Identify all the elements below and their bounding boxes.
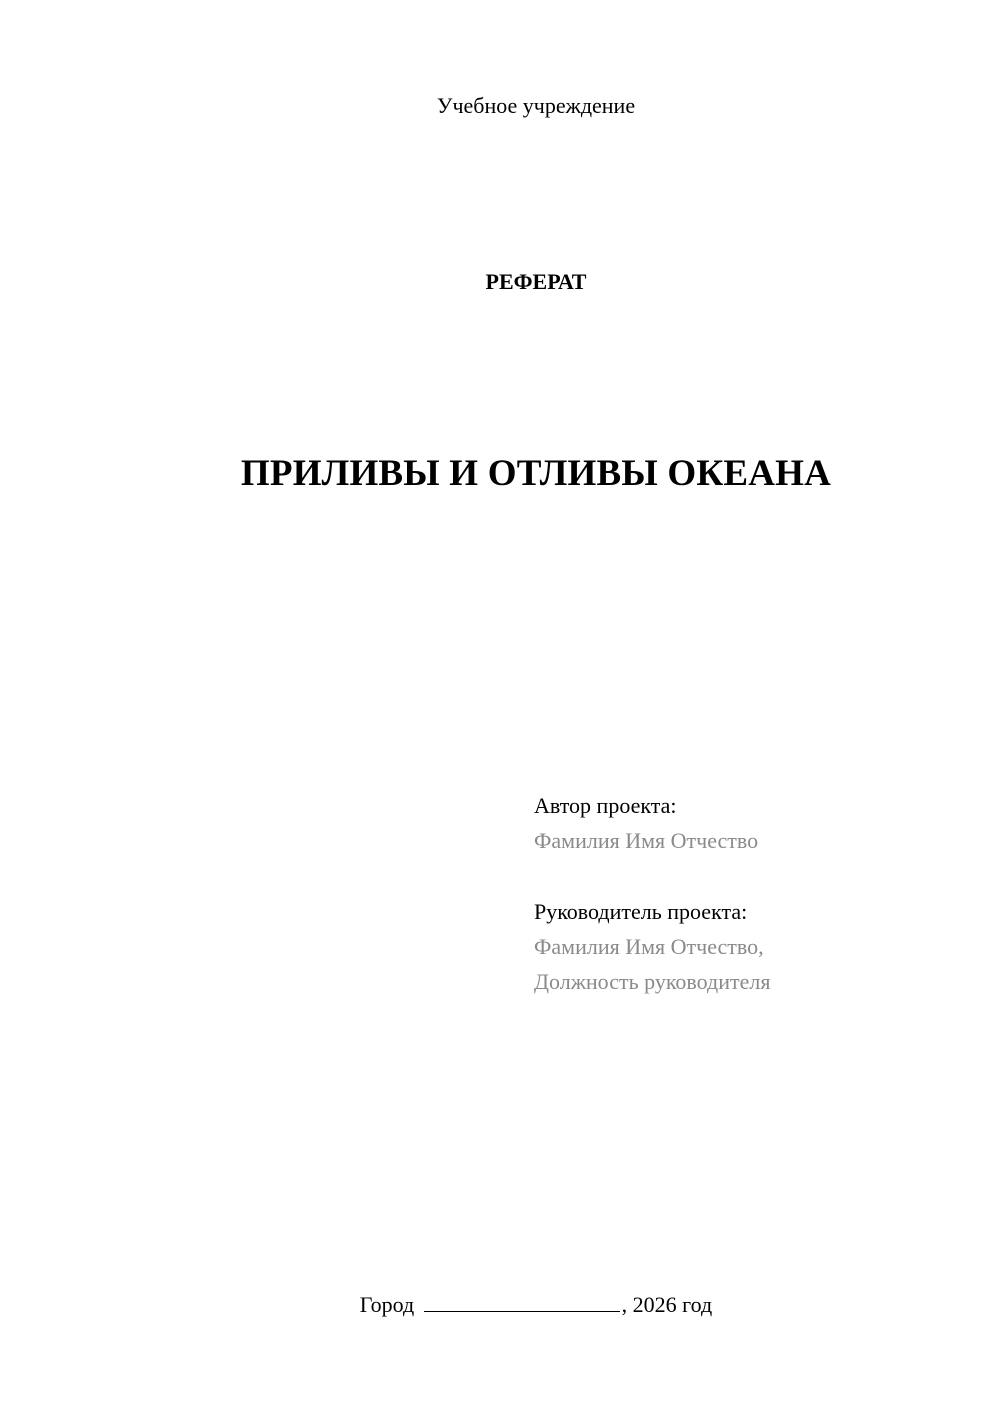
supervisor-label: Руководитель проекта: [534, 899, 748, 924]
supervisor-position: Должность руководителя [534, 969, 771, 994]
footer-city-year [0, 1290, 1000, 1320]
supervisor-name: Фамилия Имя Отчество, [534, 934, 764, 959]
city-label: Город [359, 1292, 415, 1317]
spacer [534, 858, 954, 894]
authors-block [534, 788, 954, 999]
institution-name: Учебное учреждение [436, 93, 636, 118]
author-label: Автор проекта: [534, 793, 677, 818]
document-title: ПРИЛИВЫ И ОТЛИВЫ ОКЕАНА [240, 453, 832, 494]
city-blank-line [424, 1291, 620, 1312]
year-text: , 2026 год [621, 1292, 713, 1317]
author-name: Фамилия Имя Отчество [534, 828, 759, 853]
document-type: РЕФЕРАТ [485, 269, 587, 294]
